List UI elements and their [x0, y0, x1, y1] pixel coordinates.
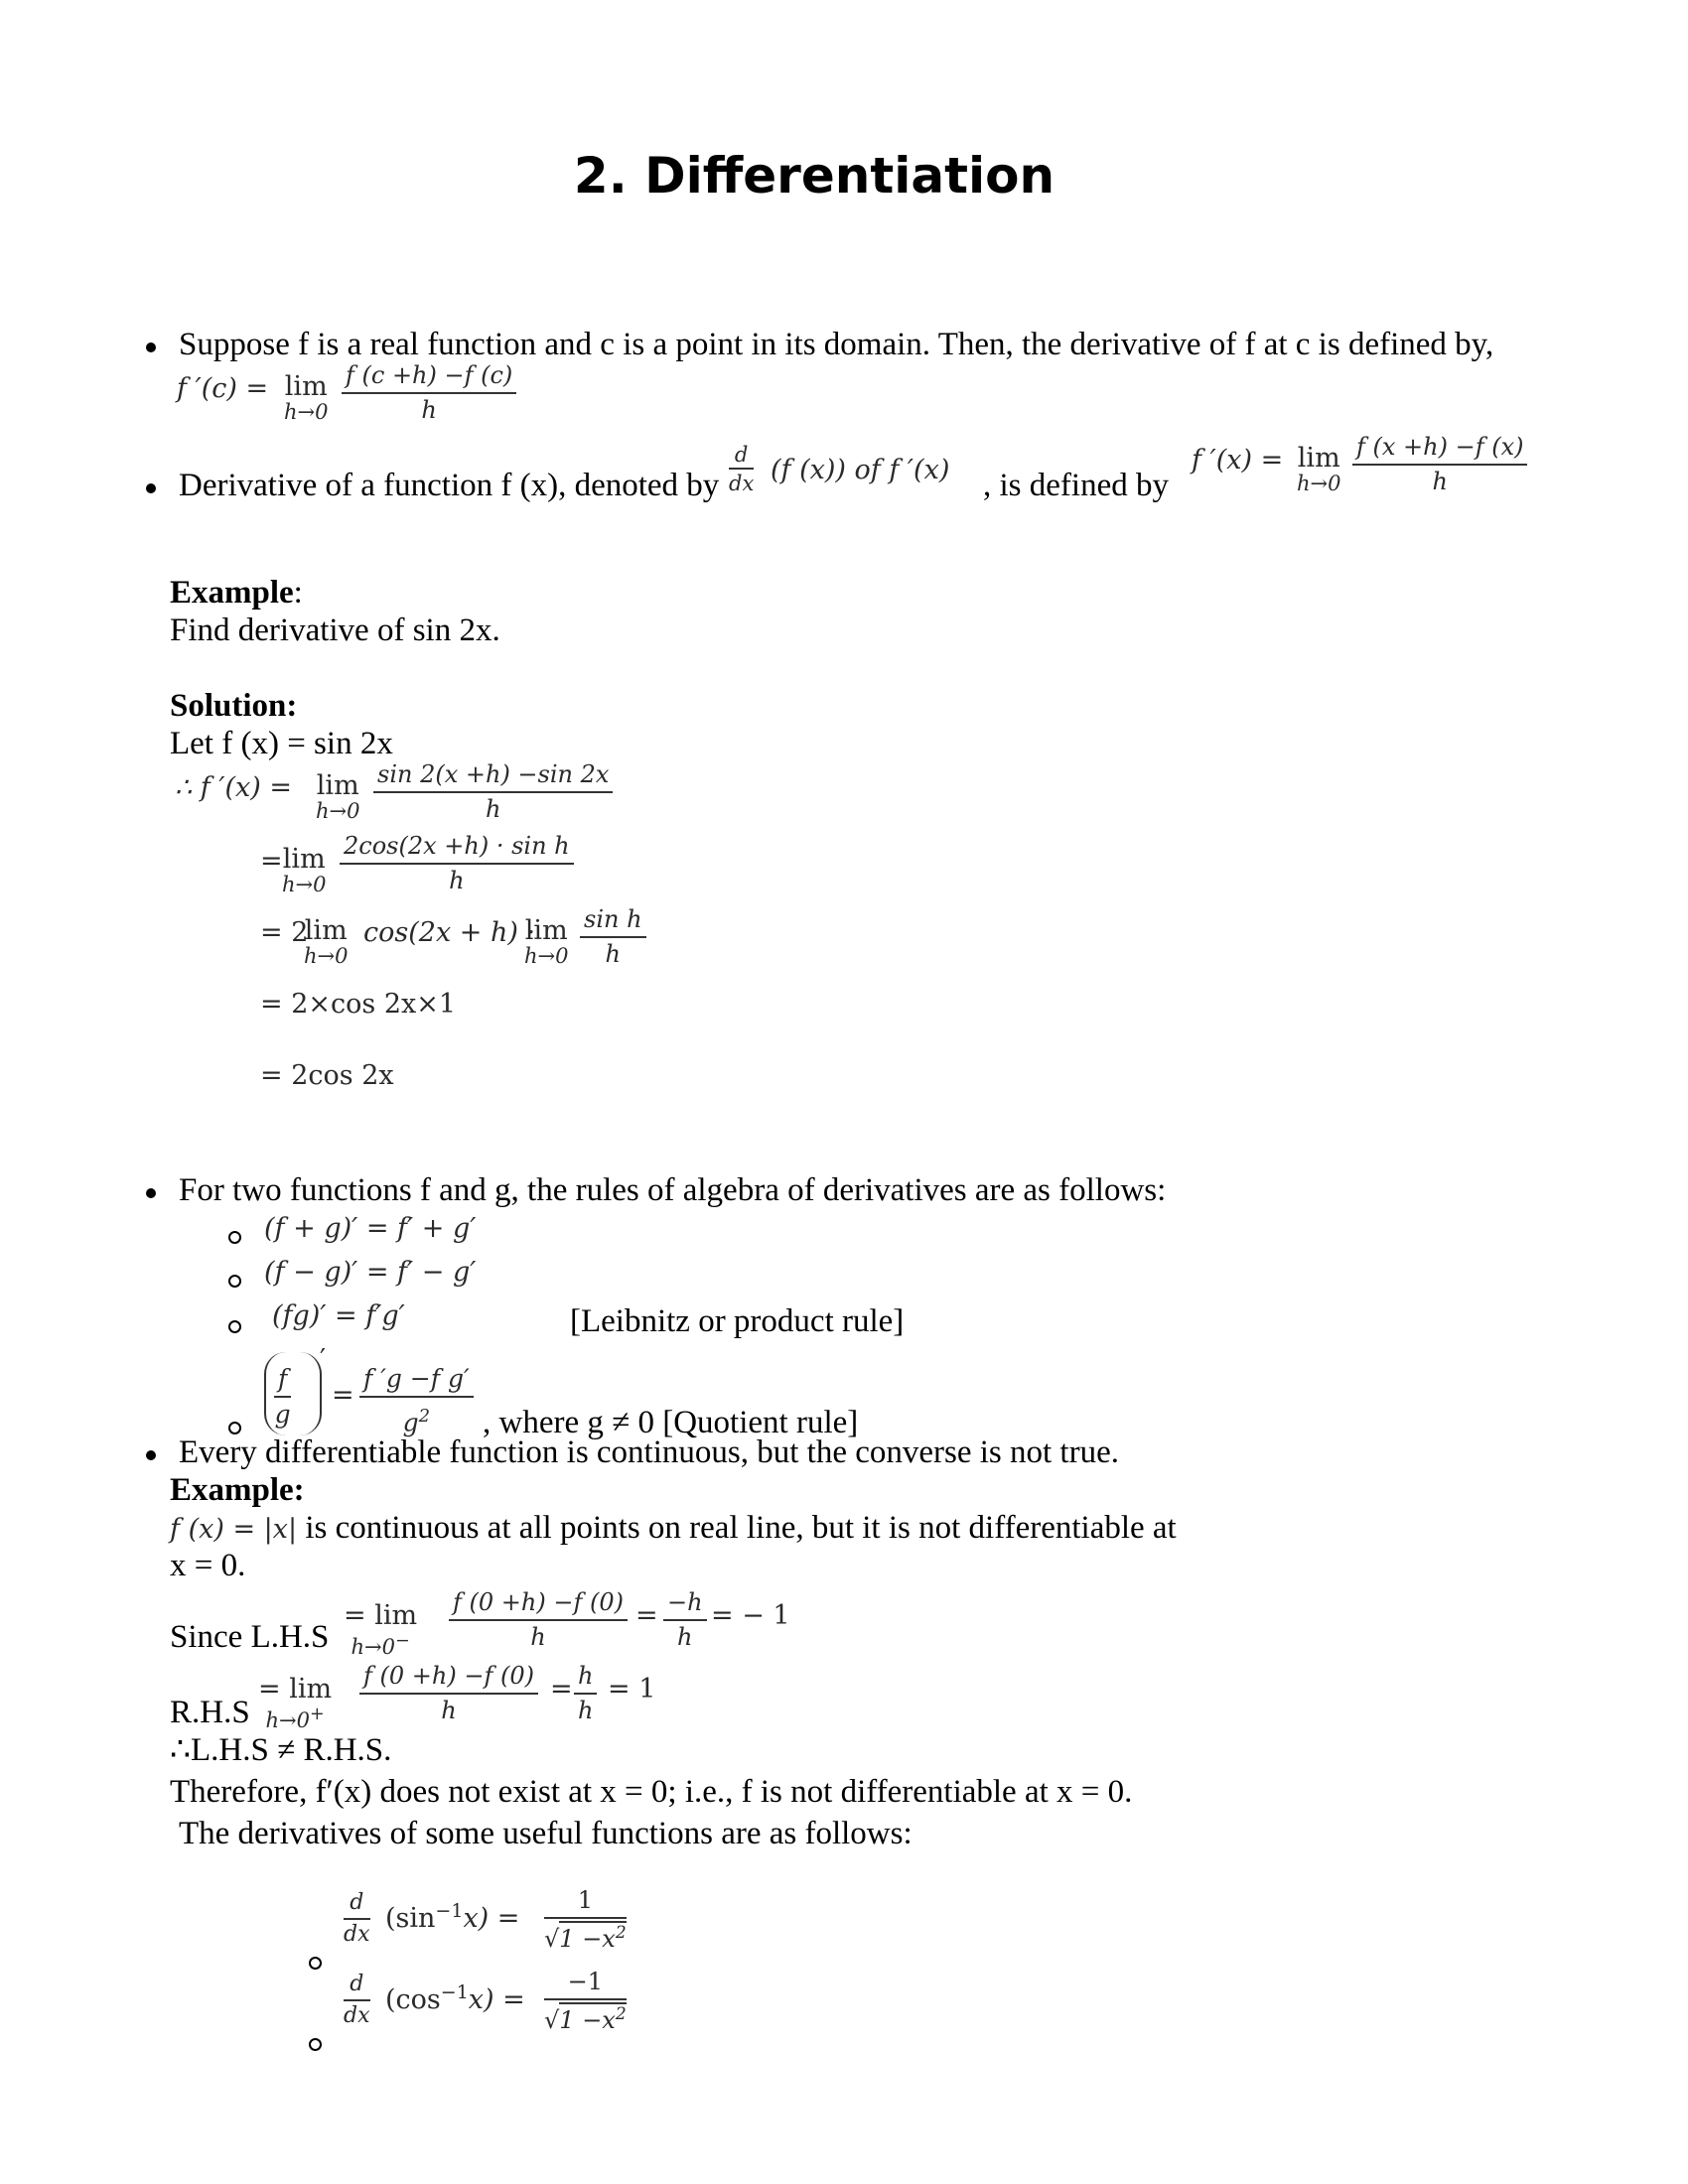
lim-sup: −	[394, 1631, 410, 1651]
arccos-expr	[385, 1981, 525, 2015]
example-label: Example	[170, 575, 294, 611]
limit	[304, 917, 348, 967]
rhs-result: = 1	[608, 1674, 656, 1705]
bullet-text: Suppose f is a real function and c is a point in its domain. Then, the derivative of f at c is defined by,	[179, 327, 1494, 362]
rule-difference: (f − g)′ = f′ − g′	[264, 1257, 477, 1288]
fraction-denominator: h	[605, 940, 621, 968]
fn-exp: −1	[440, 1981, 469, 2003]
step3-fraction	[580, 905, 646, 968]
lim-sub: h→0	[304, 944, 349, 968]
fraction-denominator: h	[578, 1697, 594, 1724]
lim-text: lim	[316, 770, 359, 801]
definition-fraction	[1352, 433, 1527, 495]
fraction-numerator: f	[274, 1364, 291, 1398]
bullet-dot	[146, 342, 156, 352]
step5: = 2cos 2x	[260, 1060, 394, 1091]
fn-text: (cos	[385, 1984, 441, 2015]
bullet-text: For two functions f and g, the rules of algebra of derivatives are as follows:	[179, 1172, 1167, 1208]
lhs-label: Since L.H.S	[170, 1619, 330, 1655]
radicand-exp: 2	[615, 1923, 627, 1943]
d-dx-fraction	[344, 1890, 370, 1947]
lim-sub: h→0	[524, 944, 569, 968]
lhs-eq: =	[635, 1600, 658, 1631]
sub-bullet	[228, 1320, 241, 1333]
fraction-numerator: d	[344, 1972, 370, 2001]
lim-sub: h→0	[316, 799, 360, 823]
fraction-denominator: h	[449, 867, 465, 894]
lim-text: lim	[1297, 443, 1340, 474]
bullet-text: Every differentiable function is continuous, but the converse is not true.	[179, 1434, 1119, 1470]
fraction-denominator: h	[677, 1623, 693, 1651]
fraction-denominator: h	[485, 795, 501, 823]
fraction-numerator: f (0 +h) −f (0)	[449, 1588, 628, 1621]
den-exp: 2	[418, 1406, 431, 1427]
sub-bullet	[309, 2038, 322, 2051]
fraction-numerator: sin 2(x +h) −sin 2x	[373, 760, 613, 793]
conclusion-1: ∴L.H.S ≠ R.H.S.	[170, 1732, 392, 1768]
fraction-denominator: h	[530, 1623, 546, 1651]
lim-text: = lim	[344, 1600, 418, 1631]
rhs-label: R.H.S	[170, 1695, 250, 1730]
abs-text: is continuous at all points on real line, but it is not differentiable at	[297, 1510, 1177, 1546]
limit	[282, 846, 326, 895]
fraction-numerator: h	[574, 1662, 597, 1695]
abs-text-2: x = 0.	[170, 1548, 246, 1583]
quotient-paren	[264, 1352, 322, 1435]
step4: = 2×cos 2x×1	[260, 989, 457, 1020]
abs-formula: f (x) = |x|	[170, 1514, 298, 1545]
fraction-numerator: f (c +h) −f (c)	[342, 361, 516, 394]
step2-fraction	[340, 832, 574, 894]
d-dx-fraction	[344, 1972, 370, 2028]
sub-bullet	[228, 1231, 241, 1244]
lim-sub	[258, 1704, 332, 1731]
fraction-numerator: −h	[663, 1588, 707, 1621]
radicand-text: 1 −x	[559, 1925, 616, 1953]
rule-sum: (f + g)′ = f′ + g′	[264, 1213, 477, 1244]
lhs-fraction-2	[663, 1588, 707, 1651]
radicand	[559, 1921, 626, 1953]
f-over-g	[274, 1364, 291, 1429]
bullet-text: , is defined by	[983, 468, 1169, 503]
lim-sub-text: h→0	[265, 1708, 310, 1732]
arg-text: x) =	[468, 1984, 525, 2015]
fraction-denominator	[544, 2000, 627, 2034]
solution-label: Solution:	[170, 688, 298, 724]
example-colon: :	[293, 575, 303, 611]
arccos-fraction	[544, 1968, 627, 2034]
lim-sup: +	[309, 1705, 325, 1724]
fraction-denominator: h	[441, 1697, 457, 1724]
product-rule-note: [Leibnitz or product rule]	[570, 1303, 905, 1339]
rhs-fraction	[359, 1662, 538, 1724]
lim-text: lim	[282, 844, 326, 875]
lim-text: = lim	[258, 1674, 333, 1705]
lhs-result: = − 1	[711, 1600, 790, 1631]
bullet-dot	[146, 1188, 156, 1198]
fraction-denominator	[359, 1398, 474, 1436]
quotient-rule-note: , where g ≠ 0 [Quotient rule]	[483, 1405, 859, 1440]
lim-text: lim	[304, 915, 348, 946]
quotient-equals: =	[332, 1380, 354, 1411]
step2-left: =	[260, 846, 283, 877]
sub-bullet	[309, 1957, 322, 1970]
abs-example	[170, 1509, 1177, 1549]
rule-product: (fg)′ = f′g′	[272, 1300, 405, 1331]
fraction-numerator: sin h	[580, 905, 646, 938]
sqrt-icon: √	[544, 2006, 560, 2034]
quotient-prime: ′	[320, 1344, 327, 1375]
fn-exp: −1	[435, 1900, 464, 1922]
fraction-numerator: f ′g −f g′	[359, 1364, 474, 1398]
rhs-limit	[258, 1676, 332, 1731]
step1-fraction	[373, 760, 613, 823]
fraction-numerator: f (0 +h) −f (0)	[359, 1662, 538, 1695]
formula-left: f ′(x) =	[1192, 445, 1284, 476]
example-heading	[170, 574, 303, 612]
sub-bullet	[228, 1275, 241, 1288]
limit	[524, 917, 568, 967]
page-title: 2. Differentiation	[573, 147, 1055, 205]
fraction-denominator: dx	[729, 472, 755, 495]
arcsin-fraction	[544, 1886, 627, 1953]
lhs-fraction	[449, 1588, 628, 1651]
fraction-denominator: h	[1432, 468, 1448, 495]
lim-sub	[344, 1630, 417, 1658]
example-question: Find derivative of sin 2x.	[170, 613, 500, 648]
fraction-denominator: g	[274, 1400, 291, 1429]
bullet-dot	[146, 1450, 156, 1460]
radicand	[559, 2002, 626, 2034]
lim-sub: h→0	[284, 400, 329, 424]
radicand-text: 1 −x	[559, 2006, 616, 2034]
radicand-exp: 2	[615, 2004, 627, 2024]
step3-a: = 2	[260, 917, 309, 948]
sqrt-icon: √	[544, 1925, 560, 1953]
fraction-numerator: d	[729, 443, 754, 470]
fraction-denominator	[544, 1919, 627, 1953]
notation: (f (x)) of f ′(x)	[771, 455, 950, 485]
bullet-text: Derivative of a function f (x), denoted by	[179, 468, 720, 503]
arcsin-expr	[385, 1900, 519, 1934]
conclusion-2: Therefore, f′(x) does not exist at x = 0; i.e., f is not differentiable at x = 0.	[170, 1774, 1133, 1810]
rhs-fraction-2	[574, 1662, 597, 1724]
fn-text: (sin	[385, 1903, 436, 1934]
lim-text: lim	[524, 915, 568, 946]
fraction-numerator: 1	[544, 1886, 627, 1919]
quotient-fraction	[359, 1364, 474, 1436]
definition-fraction	[342, 361, 516, 424]
fraction-numerator: d	[344, 1890, 370, 1920]
lhs-limit	[344, 1602, 417, 1658]
lim-text: lim	[284, 371, 328, 402]
fraction-denominator: h	[421, 396, 437, 424]
fraction-numerator: 2cos(2x +h) · sin h	[340, 832, 574, 865]
fraction-numerator: −1	[544, 1968, 627, 2000]
limit	[1297, 445, 1340, 494]
lim-sub: h→0	[282, 873, 327, 896]
arg-text: x) =	[463, 1903, 520, 1934]
lim-sub-text: h→0	[351, 1635, 395, 1659]
step3-b: cos(2x + h) ·	[363, 917, 536, 948]
lim-sub: h→0	[1297, 472, 1341, 495]
rhs-eq: =	[550, 1674, 573, 1705]
d-dx-fraction	[729, 443, 754, 495]
step1-left: ∴ f ′(x) =	[175, 772, 292, 803]
limit	[284, 373, 328, 423]
limit	[316, 772, 359, 822]
fraction-denominator: dx	[344, 2003, 370, 2028]
den-g: g	[402, 1408, 419, 1437]
let-line: Let f (x) = sin 2x	[170, 726, 393, 761]
bullet-dot	[146, 483, 156, 493]
formula-left: f ′(c) =	[177, 373, 269, 404]
example-label: Example:	[170, 1472, 305, 1508]
fraction-denominator: dx	[344, 1922, 370, 1947]
useful-intro: The derivatives of some useful functions are as follows:	[179, 1816, 913, 1851]
fraction-numerator: f (x +h) −f (x)	[1352, 433, 1527, 466]
